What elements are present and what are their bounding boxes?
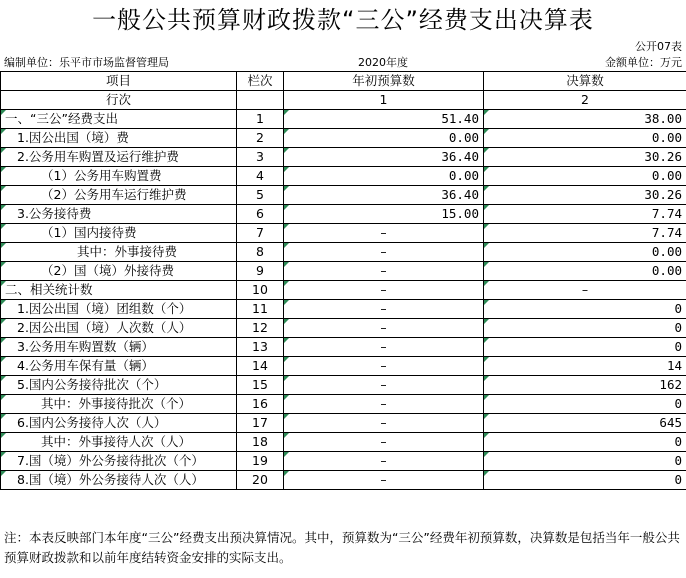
- seq-cell: 17: [237, 414, 284, 433]
- header-seq: 栏次: [237, 72, 284, 91]
- amount-unit: 金额单位：万元: [605, 56, 682, 69]
- seq-cell: 14: [237, 357, 284, 376]
- table-row: [1, 471, 686, 490]
- final-cell: –: [484, 281, 686, 300]
- seq-cell: 6: [237, 205, 284, 224]
- seq-cell: 16: [237, 395, 284, 414]
- seq-cell: 5: [237, 186, 284, 205]
- table-row: [1, 414, 686, 433]
- item-cell: 二、相关统计数: [1, 281, 237, 300]
- final-cell: 0: [484, 433, 686, 452]
- final-cell: 7.74: [484, 205, 686, 224]
- table-row: [1, 262, 686, 281]
- final-cell: 0.00: [484, 243, 686, 262]
- item-cell: 6.国内公务接待人次（人）: [1, 414, 237, 433]
- budget-cell: –: [284, 433, 484, 452]
- budget-cell: 15.00: [284, 205, 484, 224]
- seq-cell: 8: [237, 243, 284, 262]
- table-row: [1, 224, 686, 243]
- table-row: [1, 319, 686, 338]
- seq-cell: 2: [237, 129, 284, 148]
- budget-cell: –: [284, 452, 484, 471]
- header-item: 项目: [1, 72, 237, 91]
- budget-cell: 36.40: [284, 148, 484, 167]
- seq-cell: 18: [237, 433, 284, 452]
- item-cell: 1.因公出国（境）团组数（个）: [1, 300, 237, 319]
- table-row: [1, 300, 686, 319]
- item-cell: 其中：外事接待费: [1, 243, 237, 262]
- budget-cell: –: [284, 414, 484, 433]
- seq-cell: 10: [237, 281, 284, 300]
- final-cell: 645: [484, 414, 686, 433]
- seq-cell: 1: [237, 110, 284, 129]
- budget-cell: –: [284, 262, 484, 281]
- budget-cell: –: [284, 224, 484, 243]
- seq-cell: 11: [237, 300, 284, 319]
- budget-cell: –: [284, 243, 484, 262]
- budget-cell: –: [284, 471, 484, 490]
- seq-cell: 3: [237, 148, 284, 167]
- final-cell: 0: [484, 471, 686, 490]
- item-cell: 4.公务用车保有量（辆）: [1, 357, 237, 376]
- table-row: [1, 452, 686, 471]
- report-year: 2020年度: [358, 56, 408, 69]
- table-row: [1, 110, 686, 129]
- final-cell: 38.00: [484, 110, 686, 129]
- final-cell: 0.00: [484, 129, 686, 148]
- item-cell: （2）国（境）外接待费: [1, 262, 237, 281]
- budget-cell: –: [284, 338, 484, 357]
- item-cell: 1.因公出国（境）费: [1, 129, 237, 148]
- footnote: 注：本表反映部门本年度“三公”经费支出预决算情况。其中，预算数为“三公”经费年初预算数，决算数是包括当年一般公共预算财政拨款和以前年度结转资金安排的实际支出。: [4, 530, 680, 565]
- header-budget: 年初预算数: [284, 72, 484, 91]
- header-final: 决算数: [484, 72, 686, 91]
- budget-cell: –: [284, 281, 484, 300]
- final-cell: 162: [484, 376, 686, 395]
- item-cell: 2.因公出国（境）人次数（人）: [1, 319, 237, 338]
- item-cell: （2）公务用车运行维护费: [1, 186, 237, 205]
- seq-cell: 15: [237, 376, 284, 395]
- item-cell: 3.公务用车购置数（辆）: [1, 338, 237, 357]
- item-cell: （1）公务用车购置费: [1, 167, 237, 186]
- table-row: [1, 205, 686, 224]
- table-row: [1, 395, 686, 414]
- final-cell: 0: [484, 319, 686, 338]
- item-cell: 其中：外事接待人次（人）: [1, 433, 237, 452]
- budget-cell: –: [284, 357, 484, 376]
- item-cell: 其中：外事接待批次（个）: [1, 395, 237, 414]
- item-cell: （1）国内接待费: [1, 224, 237, 243]
- seq-cell: 19: [237, 452, 284, 471]
- item-cell: 3.公务接待费: [1, 205, 237, 224]
- table-row: [1, 186, 686, 205]
- page-title: 一般公共预算财政拨款“三公”经费支出决算表: [92, 6, 594, 34]
- final-cell: 0.00: [484, 167, 686, 186]
- budget-cell: 51.40: [284, 110, 484, 129]
- meta-row: [0, 55, 686, 70]
- table-row: [1, 338, 686, 357]
- budget-cell: 0.00: [284, 129, 484, 148]
- final-cell: 30.26: [484, 148, 686, 167]
- budget-cell: –: [284, 395, 484, 414]
- column-number-row: [1, 91, 686, 110]
- table-row: [1, 376, 686, 395]
- header-row: [1, 72, 686, 91]
- final-cell: 0.00: [484, 262, 686, 281]
- item-cell: 8.国（境）外公务接待人次（人）: [1, 471, 237, 490]
- table-row: [1, 148, 686, 167]
- budget-cell: –: [284, 300, 484, 319]
- final-cell: 30.26: [484, 186, 686, 205]
- budget-cell: –: [284, 319, 484, 338]
- table-row: [1, 433, 686, 452]
- item-cell: 一、“三公”经费支出: [1, 110, 237, 129]
- seq-cell: 12: [237, 319, 284, 338]
- budget-cell: 36.40: [284, 186, 484, 205]
- budget-column-number: 1: [284, 91, 484, 110]
- final-cell: 7.74: [484, 224, 686, 243]
- final-cell: 0: [484, 338, 686, 357]
- final-cell: 14: [484, 357, 686, 376]
- final-cell: 0: [484, 452, 686, 471]
- table-row: [1, 167, 686, 186]
- final-column-number: 2: [484, 91, 686, 110]
- table-row: [1, 281, 686, 300]
- table-row: [1, 243, 686, 262]
- seq-cell: 4: [237, 167, 284, 186]
- item-cell: 5.国内公务接待批次（个）: [1, 376, 237, 395]
- seq-cell: 9: [237, 262, 284, 281]
- row-label-header: 行次: [1, 91, 237, 110]
- final-cell: 0: [484, 300, 686, 319]
- budget-cell: –: [284, 376, 484, 395]
- compiling-unit: 编制单位：乐平市市场监督管理局: [4, 56, 169, 69]
- seq-cell: 20: [237, 471, 284, 490]
- item-cell: 7.国（境）外公务接待批次（个）: [1, 452, 237, 471]
- budget-cell: 0.00: [284, 167, 484, 186]
- table-row: [1, 357, 686, 376]
- seq-blank-cell: [237, 91, 284, 110]
- item-cell: 2.公务用车购置及运行维护费: [1, 148, 237, 167]
- final-cell: 0: [484, 395, 686, 414]
- form-number: 公开07表: [635, 40, 682, 53]
- expenditure-table: [0, 71, 686, 490]
- seq-cell: 13: [237, 338, 284, 357]
- table-row: [1, 129, 686, 148]
- seq-cell: 7: [237, 224, 284, 243]
